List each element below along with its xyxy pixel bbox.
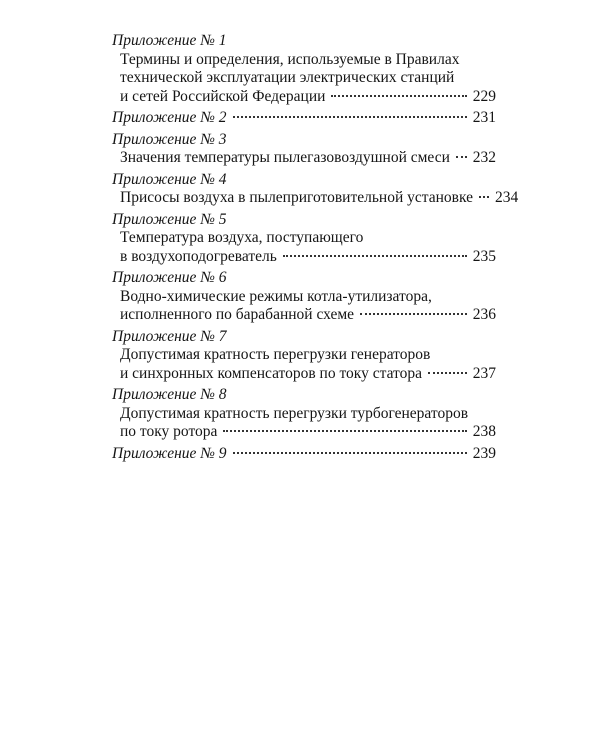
appendix-description-line: и синхронных компенсаторов по току статора	[120, 364, 423, 382]
toc-entry-2	[112, 109, 496, 128]
appendix-description-line: Присосы воздуха в пылеприготовительной установке	[120, 189, 474, 206]
appendix-description-line: Допустимая кратность перегрузки генераторов	[120, 346, 431, 363]
page-number: 237	[472, 364, 496, 382]
dot-leader	[233, 116, 467, 118]
dot-leader	[331, 95, 466, 97]
appendix-description-line: исполненного по барабанной схеме	[120, 306, 355, 323]
appendix-title: Приложение № 3	[112, 130, 227, 148]
dot-leader	[223, 430, 466, 432]
appendix-description-line: Значения температуры пылегазовоздушной смеси	[120, 149, 450, 166]
dot-leader	[456, 156, 467, 158]
appendix-description-line: и сетей Российской Федерации	[120, 87, 326, 105]
appendix-description-line: Допустимая кратность перегрузки турбогенераторов	[120, 404, 469, 422]
page-number: 238	[472, 423, 496, 440]
dot-leader	[233, 452, 467, 454]
toc-entry-9	[112, 445, 496, 464]
toc-entry-6	[112, 269, 496, 325]
appendix-title: Приложение № 1	[112, 32, 227, 49]
dot-leader	[479, 196, 489, 198]
appendix-description-line: Термины и определения, используемые в Правилах	[120, 50, 460, 68]
dot-leader	[428, 372, 467, 374]
appendix-title: Приложение № 9	[112, 444, 227, 462]
appendix-title: Приложение № 4	[112, 170, 227, 188]
page-number: 234	[495, 189, 519, 206]
appendix-title: Приложение № 2	[112, 109, 227, 126]
toc-entry-7	[112, 328, 496, 384]
page-number: 229	[472, 87, 496, 105]
toc-entry-5	[112, 211, 496, 267]
dot-leader	[283, 255, 467, 257]
page-number: 232	[472, 149, 496, 166]
appendix-title: Приложение № 8	[112, 386, 227, 403]
toc-entry-8	[112, 386, 496, 442]
toc-entry-1	[112, 32, 496, 106]
dot-leader	[360, 313, 467, 315]
appendix-title: Приложение № 5	[112, 210, 227, 228]
table-of-contents	[112, 32, 519, 466]
page-number: 231	[472, 109, 496, 126]
toc-entry-4	[112, 170, 519, 208]
appendix-title: Приложение № 7	[112, 327, 227, 345]
page-number: 236	[472, 306, 496, 323]
appendix-description-line: по току ротора	[120, 423, 218, 440]
page-number: 239	[472, 444, 496, 462]
page-number: 235	[472, 247, 496, 265]
toc-entry-3	[112, 131, 496, 168]
appendix-description-line: Водно-химические режимы котла-утилизатора,	[120, 287, 432, 305]
appendix-title: Приложение № 6	[112, 269, 227, 286]
appendix-description-line: технической эксплуатации электрических станций	[120, 69, 455, 86]
appendix-description-line: в воздухоподогреватель	[120, 247, 277, 265]
appendix-description-line: Температура воздуха, поступающего	[120, 229, 364, 246]
